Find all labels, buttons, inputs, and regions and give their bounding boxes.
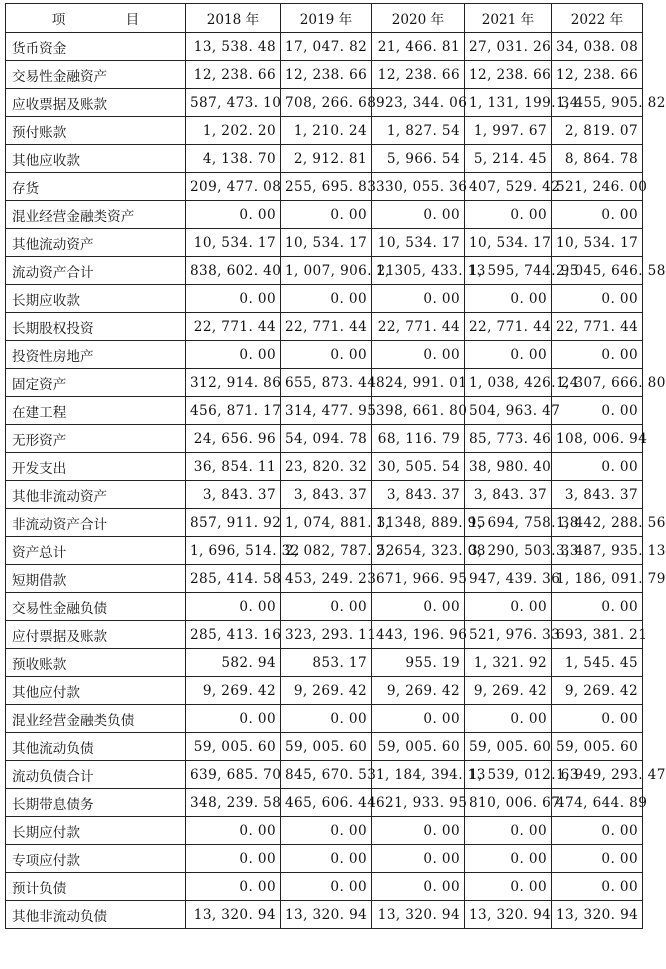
value-cell: 474, 644. 89 — [552, 789, 643, 817]
value-cell: 3, 843. 37 — [372, 481, 465, 509]
value-cell: 1, 131, 199. 34 — [465, 89, 552, 117]
value-cell: 0. 00 — [281, 341, 372, 369]
value-cell: 857, 911. 92 — [186, 509, 281, 537]
value-cell: 13, 320. 94 — [552, 901, 643, 929]
table-row — [6, 145, 643, 173]
table-row — [6, 397, 643, 425]
value-cell: 947, 439. 36 — [465, 565, 552, 593]
table-row — [6, 313, 643, 341]
value-cell: 59, 005. 60 — [372, 733, 465, 761]
header-year: 2019 年 — [281, 4, 372, 33]
row-label: 在建工程 — [6, 397, 186, 425]
row-label: 其他应收款 — [6, 145, 186, 173]
row-label: 预计负债 — [6, 873, 186, 901]
value-cell: 0. 00 — [372, 817, 465, 845]
table-row — [6, 621, 643, 649]
value-cell: 285, 414. 58 — [186, 565, 281, 593]
row-label: 长期应收款 — [6, 285, 186, 313]
row-label: 其他流动负债 — [6, 733, 186, 761]
value-cell: 398, 661. 80 — [372, 397, 465, 425]
row-label: 固定资产 — [6, 369, 186, 397]
table-row — [6, 453, 643, 481]
value-cell: 0. 00 — [552, 593, 643, 621]
value-cell: 0. 00 — [552, 397, 643, 425]
value-cell: 1, 321. 92 — [465, 649, 552, 677]
value-cell: 3, 843. 37 — [281, 481, 372, 509]
value-cell: 0. 00 — [552, 201, 643, 229]
value-cell: 1, 305, 433. 13 — [372, 257, 465, 285]
table-row — [6, 341, 643, 369]
value-cell: 3, 843. 37 — [465, 481, 552, 509]
row-label: 长期应付款 — [6, 817, 186, 845]
value-cell: 21, 466. 81 — [372, 33, 465, 61]
value-cell: 68, 116. 79 — [372, 425, 465, 453]
value-cell: 0. 00 — [281, 285, 372, 313]
table-row — [6, 817, 643, 845]
value-cell: 330, 055. 36 — [372, 173, 465, 201]
value-cell: 1, 949, 293. 47 — [552, 761, 643, 789]
value-cell: 27, 031. 26 — [465, 33, 552, 61]
table-row — [6, 61, 643, 89]
value-cell: 38, 980. 40 — [465, 453, 552, 481]
value-cell: 12, 238. 66 — [372, 61, 465, 89]
value-cell: 1, 007, 906. 21 — [281, 257, 372, 285]
value-cell: 0. 00 — [186, 593, 281, 621]
value-cell: 10, 534. 17 — [372, 229, 465, 257]
header-year: 2021 年 — [465, 4, 552, 33]
value-cell: 0. 00 — [552, 705, 643, 733]
row-label: 混业经营金融类负债 — [6, 705, 186, 733]
value-cell: 853. 17 — [281, 649, 372, 677]
value-cell: 12, 238. 66 — [186, 61, 281, 89]
header-year: 2022 年 — [552, 4, 643, 33]
value-cell: 3, 843. 37 — [552, 481, 643, 509]
table-row — [6, 845, 643, 873]
table-row — [6, 285, 643, 313]
value-cell: 0. 00 — [281, 201, 372, 229]
value-cell: 0. 00 — [186, 873, 281, 901]
value-cell: 838, 602. 40 — [186, 257, 281, 285]
value-cell: 2, 912. 81 — [281, 145, 372, 173]
row-label: 短期借款 — [6, 565, 186, 593]
value-cell: 0. 00 — [281, 817, 372, 845]
value-cell: 12, 238. 66 — [552, 61, 643, 89]
row-label: 其他非流动资产 — [6, 481, 186, 509]
value-cell: 9, 269. 42 — [372, 677, 465, 705]
value-cell: 4, 138. 70 — [186, 145, 281, 173]
row-label: 专项应付款 — [6, 845, 186, 873]
value-cell: 1, 827. 54 — [372, 117, 465, 145]
value-cell: 639, 685. 70 — [186, 761, 281, 789]
value-cell: 0. 00 — [186, 845, 281, 873]
table-row — [6, 369, 643, 397]
value-cell: 923, 344. 06 — [372, 89, 465, 117]
row-label: 交易性金融负债 — [6, 593, 186, 621]
value-cell: 0. 00 — [372, 341, 465, 369]
value-cell: 23, 820. 32 — [281, 453, 372, 481]
value-cell: 3, 843. 37 — [186, 481, 281, 509]
value-cell: 1, 442, 288. 56 — [552, 509, 643, 537]
header-item: 项 目 — [6, 4, 186, 33]
header-row — [6, 4, 643, 33]
row-label: 其他应付款 — [6, 677, 186, 705]
value-cell: 0. 00 — [465, 201, 552, 229]
value-cell: 0. 00 — [465, 593, 552, 621]
table-row — [6, 257, 643, 285]
value-cell: 9, 269. 42 — [465, 677, 552, 705]
table-row — [6, 733, 643, 761]
value-cell: 0. 00 — [186, 285, 281, 313]
row-label: 流动资产合计 — [6, 257, 186, 285]
value-cell: 22, 771. 44 — [552, 313, 643, 341]
value-cell: 24, 656. 96 — [186, 425, 281, 453]
value-cell: 0. 00 — [552, 341, 643, 369]
value-cell: 10, 534. 17 — [281, 229, 372, 257]
value-cell: 1, 595, 744. 95 — [465, 257, 552, 285]
value-cell: 2, 819. 07 — [552, 117, 643, 145]
value-cell: 443, 196. 96 — [372, 621, 465, 649]
value-cell: 13, 538. 48 — [186, 33, 281, 61]
table-row — [6, 565, 643, 593]
value-cell: 810, 006. 67 — [465, 789, 552, 817]
value-cell: 12, 238. 66 — [465, 61, 552, 89]
value-cell: 1, 545. 45 — [552, 649, 643, 677]
table-row — [6, 229, 643, 257]
header-year: 2020 年 — [372, 4, 465, 33]
value-cell: 671, 966. 95 — [372, 565, 465, 593]
value-cell: 314, 477. 95 — [281, 397, 372, 425]
value-cell: 0. 00 — [465, 873, 552, 901]
value-cell: 17, 047. 82 — [281, 33, 372, 61]
table-row — [6, 705, 643, 733]
row-label: 非流动资产合计 — [6, 509, 186, 537]
value-cell: 323, 293. 11 — [281, 621, 372, 649]
value-cell: 708, 266. 68 — [281, 89, 372, 117]
value-cell: 36, 854. 11 — [186, 453, 281, 481]
table-body — [6, 33, 666, 929]
value-cell: 9, 269. 42 — [552, 677, 643, 705]
value-cell: 59, 005. 60 — [465, 733, 552, 761]
value-cell: 8, 864. 78 — [552, 145, 643, 173]
row-label: 预收账款 — [6, 649, 186, 677]
value-cell: 0. 00 — [186, 705, 281, 733]
value-cell: 54, 094. 78 — [281, 425, 372, 453]
row-label: 其他非流动负债 — [6, 901, 186, 929]
value-cell: 34, 038. 08 — [552, 33, 643, 61]
value-cell: 1, 202. 20 — [186, 117, 281, 145]
table-row — [6, 89, 643, 117]
table-row — [6, 789, 643, 817]
value-cell: 0. 00 — [552, 453, 643, 481]
value-cell: 1, 184, 394. 13 — [372, 761, 465, 789]
value-cell: 0. 00 — [372, 201, 465, 229]
table-row — [6, 173, 643, 201]
row-label: 存货 — [6, 173, 186, 201]
table-row — [6, 761, 643, 789]
table-row — [6, 537, 643, 565]
table-row — [6, 33, 643, 61]
table-row — [6, 649, 643, 677]
row-label: 应付票据及账款 — [6, 621, 186, 649]
row-label: 开发支出 — [6, 453, 186, 481]
value-cell: 582. 94 — [186, 649, 281, 677]
value-cell: 30, 505. 54 — [372, 453, 465, 481]
value-cell: 0. 00 — [372, 593, 465, 621]
value-cell: 0. 00 — [552, 817, 643, 845]
row-label: 货币资金 — [6, 33, 186, 61]
table-row — [6, 677, 643, 705]
value-cell: 0. 00 — [186, 341, 281, 369]
value-cell: 3, 290, 503. 33 — [465, 537, 552, 565]
value-cell: 22, 771. 44 — [372, 313, 465, 341]
value-cell: 0. 00 — [372, 285, 465, 313]
value-cell: 407, 529. 42 — [465, 173, 552, 201]
value-cell: 348, 239. 58 — [186, 789, 281, 817]
value-cell: 13, 320. 94 — [186, 901, 281, 929]
value-cell: 1, 074, 881. 31 — [281, 509, 372, 537]
value-cell: 587, 473. 10 — [186, 89, 281, 117]
value-cell: 2, 654, 323. 08 — [372, 537, 465, 565]
value-cell: 1, 694, 758. 38 — [465, 509, 552, 537]
value-cell: 108, 006. 94 — [552, 425, 643, 453]
value-cell: 3, 487, 935. 13 — [552, 537, 643, 565]
row-label: 资产总计 — [6, 537, 186, 565]
value-cell: 12, 238. 66 — [281, 61, 372, 89]
value-cell: 955. 19 — [372, 649, 465, 677]
value-cell: 621, 933. 95 — [372, 789, 465, 817]
value-cell: 5, 966. 54 — [372, 145, 465, 173]
value-cell: 2, 045, 646. 58 — [552, 257, 643, 285]
value-cell: 0. 00 — [281, 593, 372, 621]
value-cell: 59, 005. 60 — [552, 733, 643, 761]
value-cell: 0. 00 — [465, 285, 552, 313]
value-cell: 9, 269. 42 — [281, 677, 372, 705]
value-cell: 0. 00 — [552, 873, 643, 901]
value-cell: 1, 997. 67 — [465, 117, 552, 145]
value-cell: 0. 00 — [465, 845, 552, 873]
value-cell: 22, 771. 44 — [465, 313, 552, 341]
value-cell: 5, 214. 45 — [465, 145, 552, 173]
value-cell: 13, 320. 94 — [281, 901, 372, 929]
value-cell: 1, 186, 091. 79 — [552, 565, 643, 593]
table-row — [6, 425, 643, 453]
value-cell: 0. 00 — [372, 705, 465, 733]
value-cell: 1, 038, 426. 24 — [465, 369, 552, 397]
table-row — [6, 873, 643, 901]
row-label: 长期股权投资 — [6, 313, 186, 341]
row-label: 其他流动资产 — [6, 229, 186, 257]
table-row — [6, 117, 643, 145]
row-label: 应收票据及账款 — [6, 89, 186, 117]
value-cell: 845, 670. 53 — [281, 761, 372, 789]
value-cell: 59, 005. 60 — [281, 733, 372, 761]
value-cell: 0. 00 — [372, 873, 465, 901]
value-cell: 0. 00 — [465, 341, 552, 369]
value-cell: 0. 00 — [281, 873, 372, 901]
value-cell: 453, 249. 23 — [281, 565, 372, 593]
value-cell: 2, 082, 787. 52 — [281, 537, 372, 565]
value-cell: 85, 773. 46 — [465, 425, 552, 453]
row-label: 混业经营金融类资产 — [6, 201, 186, 229]
value-cell: 0. 00 — [465, 705, 552, 733]
value-cell: 0. 00 — [186, 817, 281, 845]
row-label: 投资性房地产 — [6, 341, 186, 369]
header-year: 2018 年 — [186, 4, 281, 33]
value-cell: 521, 976. 33 — [465, 621, 552, 649]
value-cell: 0. 00 — [372, 845, 465, 873]
value-cell: 13, 320. 94 — [372, 901, 465, 929]
value-cell: 10, 534. 17 — [552, 229, 643, 257]
value-cell: 456, 871. 17 — [186, 397, 281, 425]
row-label: 流动负债合计 — [6, 761, 186, 789]
value-cell: 1, 539, 012. 63 — [465, 761, 552, 789]
value-cell: 1, 696, 514. 32 — [186, 537, 281, 565]
value-cell: 312, 914. 86 — [186, 369, 281, 397]
value-cell: 521, 246. 00 — [552, 173, 643, 201]
table-row — [6, 901, 643, 929]
value-cell: 10, 534. 17 — [186, 229, 281, 257]
table-row — [6, 593, 643, 621]
value-cell: 824, 991. 01 — [372, 369, 465, 397]
value-cell: 1, 210. 24 — [281, 117, 372, 145]
value-cell: 0. 00 — [465, 817, 552, 845]
value-cell: 1, 307, 666. 80 — [552, 369, 643, 397]
value-cell: 255, 695. 83 — [281, 173, 372, 201]
row-label: 无形资产 — [6, 425, 186, 453]
value-cell: 209, 477. 08 — [186, 173, 281, 201]
table-row — [6, 201, 643, 229]
value-cell: 655, 873. 44 — [281, 369, 372, 397]
table-row — [6, 509, 643, 537]
value-cell: 59, 005. 60 — [186, 733, 281, 761]
value-cell: 1, 348, 889. 95 — [372, 509, 465, 537]
value-cell: 465, 606. 44 — [281, 789, 372, 817]
value-cell: 22, 771. 44 — [281, 313, 372, 341]
value-cell: 0. 00 — [281, 845, 372, 873]
value-cell: 13, 320. 94 — [465, 901, 552, 929]
value-cell: 0. 00 — [552, 285, 643, 313]
value-cell: 1, 455, 905. 82 — [552, 89, 643, 117]
balance-sheet-table — [5, 3, 666, 929]
value-cell: 0. 00 — [552, 845, 643, 873]
value-cell: 10, 534. 17 — [465, 229, 552, 257]
value-cell: 504, 963. 47 — [465, 397, 552, 425]
row-label: 预付账款 — [6, 117, 186, 145]
table-row — [6, 481, 643, 509]
value-cell: 0. 00 — [186, 201, 281, 229]
value-cell: 22, 771. 44 — [186, 313, 281, 341]
value-cell: 0. 00 — [281, 705, 372, 733]
value-cell: 9, 269. 42 — [186, 677, 281, 705]
value-cell: 693, 381. 21 — [552, 621, 643, 649]
value-cell: 285, 413. 16 — [186, 621, 281, 649]
row-label: 交易性金融资产 — [6, 61, 186, 89]
row-label: 长期带息债务 — [6, 789, 186, 817]
table-header — [6, 4, 643, 33]
